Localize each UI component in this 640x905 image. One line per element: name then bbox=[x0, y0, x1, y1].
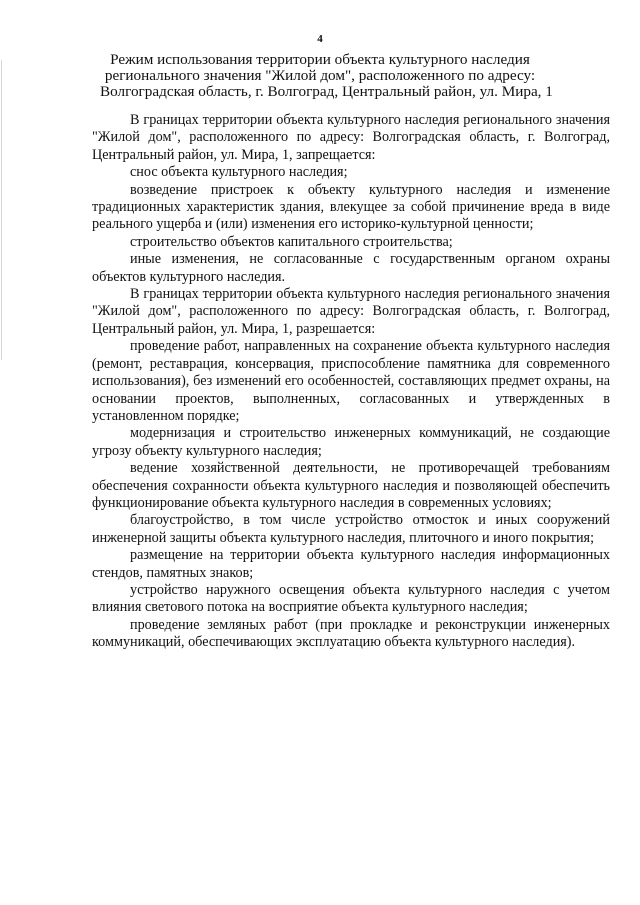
scan-edge-mark bbox=[1, 60, 4, 360]
document-title bbox=[100, 51, 553, 100]
paragraph-item: строительство объектов капитального строительства; bbox=[130, 233, 453, 250]
paragraph-item: модернизация и строительство инженерных коммуникаций, не создающие угрозу объекту культурного наследия; bbox=[92, 425, 610, 459]
document-body bbox=[92, 112, 610, 652]
title-line: регионального значения "Жилой дом", расположенного по адресу: bbox=[104, 67, 536, 84]
title-line: Волгоградская область, г. Волгоград, Центральный район, ул. Мира, 1 bbox=[100, 83, 553, 100]
paragraph-item: устройство наружного освещения объекта культурного наследия с учетом влияния светового потока на восприятие объекта культурного наследия; bbox=[92, 581, 610, 616]
paragraph-item: снос объекта культурного наследия; bbox=[130, 164, 348, 181]
paragraph-item: размещение на территории объекта культурного наследия информационных стендов, памятных знаков; bbox=[92, 547, 610, 581]
paragraph-item: благоустройство, в том числе устройство отмосток и иных сооружений инженерной защиты объекта культурного наследия, плиточного и иного покрытия; bbox=[92, 512, 610, 546]
paragraph-allowed-intro: В границах территории объекта культурного наследия регионального значения "Жилой дом", расположенного по адресу: Волгоградская область, г. Волгоград, Центральный район, ул. Мира, 1, разрешается: bbox=[92, 286, 610, 337]
paragraph-item: проведение земляных работ (при прокладке и реконструкции инженерных коммуникаций, обеспечивающих эксплуатацию объекта культурного наследия). bbox=[92, 616, 610, 651]
paragraph-item: ведение хозяйственной деятельности, не противоречащей требованиям обеспечения сохранности объекта культурного наследия и позволяющей обеспечить функционирование объекта культурного наследия в современных условиях; bbox=[92, 460, 610, 511]
page-number: 4 bbox=[317, 33, 323, 45]
paragraph-prohibited-intro: В границах территории объекта культурного наследия регионального значения "Жилой дом", расположенного по адресу: Волгоградская область, г. Волгоград, Центральный район, ул. Мира, 1, запрещается: bbox=[92, 112, 610, 163]
paragraph-item: иные изменения, не согласованные с государственным органом охраны объектов культурного наследия. bbox=[92, 251, 610, 285]
paragraph-item: проведение работ, направленных на сохранение объекта культурного наследия (ремонт, реставрация, консервация, приспособление памятника для современного использования), без изменений его особенностей, составляющих предмет охраны, на основании проектов, выполненных, согласованных и утвержденных в установленном порядке; bbox=[92, 338, 610, 424]
paragraph-item: возведение пристроек к объекту культурного наследия и изменение традиционных характеристик здания, влекущее за собой причинение вреда в виде реального ущерба и (или) изменения его историко-культурной ценности; bbox=[92, 181, 610, 233]
title-line: Режим использования территории объекта культурного наследия bbox=[110, 51, 530, 68]
